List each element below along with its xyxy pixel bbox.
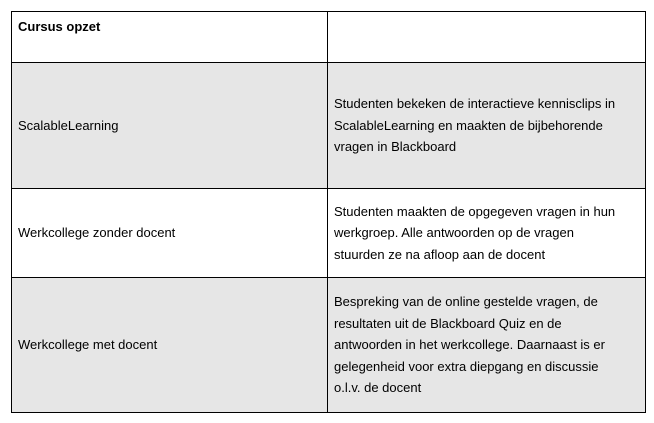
row-label-cell [12, 278, 328, 413]
row-label-cell [12, 63, 328, 189]
course-setup-table [11, 11, 646, 413]
row-description-cell [328, 63, 646, 189]
row-description: Studenten maakten de opgegeven vragen in hun werkgroep. Alle antwoorden op de vragen stuurden ze na afloop aan de docent [334, 203, 616, 262]
row-description: Studenten bekeken de interactieve kennisclips in ScalableLearning en maakten de bijbehorende vragen in Blackboard [334, 96, 616, 155]
table-row [12, 278, 646, 413]
table-title: Cursus opzet [18, 19, 101, 34]
row-description: Bespreking van de online gestelde vragen, de resultaten uit de Blackboard Quiz en de antwoorden in het werkcollege. Daarnaast is er gelegenheid voor extra diepgang en discussie o.l.v. de docent [334, 294, 605, 396]
table-row [12, 189, 646, 278]
row-label: Werkcollege met docent [18, 337, 158, 353]
row-label: ScalableLearning [18, 117, 119, 133]
table-row [12, 63, 646, 189]
row-label: Werkcollege zonder docent [18, 225, 176, 241]
row-description-cell [328, 278, 646, 413]
header-cell-title [12, 12, 328, 63]
row-label-cell [12, 189, 328, 278]
header-cell-empty [328, 12, 646, 63]
table-header-row [12, 12, 646, 63]
row-description-cell [328, 189, 646, 278]
